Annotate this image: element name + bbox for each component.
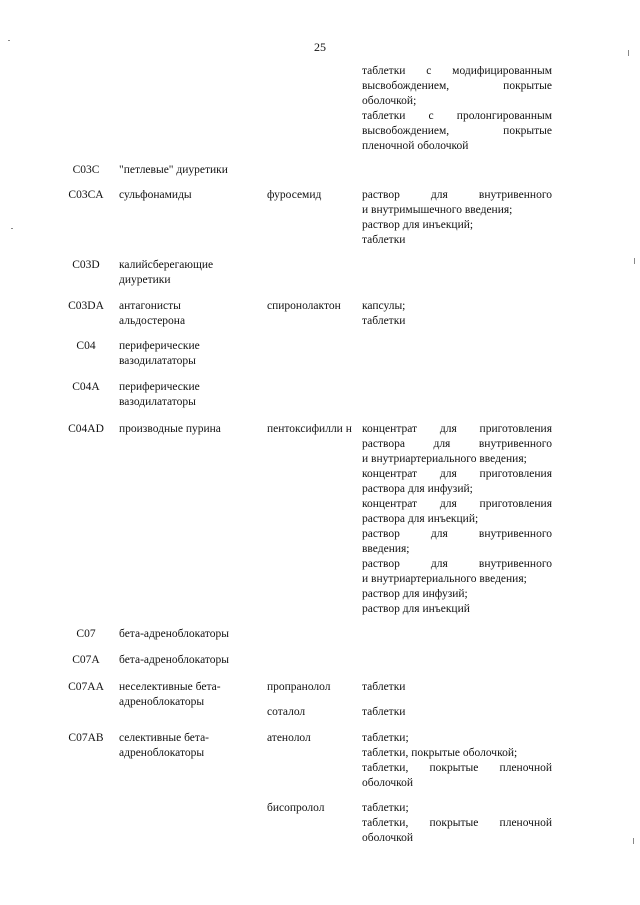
dosage-forms: [362, 801, 552, 846]
anatomical-group: [119, 680, 254, 710]
text-line: концентрат для приготовления: [362, 498, 552, 510]
scan-mark: [633, 838, 634, 844]
text-line: сульфонамиды: [119, 189, 192, 201]
text-line: таблетки, покрытые пленочной: [362, 762, 552, 774]
anatomical-group: [119, 339, 254, 369]
drug-name: фуросемид: [267, 189, 322, 201]
text-line: адреноблокаторы: [119, 696, 205, 708]
text-line: введения;: [362, 543, 410, 555]
text-line: раствор для инфузий;: [362, 588, 468, 600]
text-line: таблетки, покрытые пленочной: [362, 817, 552, 829]
text-line: таблетки;: [362, 732, 409, 744]
atc-code: C03C: [72, 164, 100, 176]
text-line: раствора для внутривенного: [362, 438, 552, 450]
text-line: периферические: [119, 340, 200, 352]
text-line: высвобождением, покрытые: [362, 80, 552, 92]
text-line: оболочкой;: [362, 95, 417, 107]
anatomical-group: [119, 653, 254, 668]
text-line: капсулы;: [362, 300, 406, 312]
text-line: раствора для инфузий;: [362, 483, 473, 495]
atc-code: C03D: [72, 259, 100, 271]
text-line: раствор для инъекций: [362, 603, 470, 615]
scan-mark: [8, 40, 10, 41]
text-line: таблетки;: [362, 802, 409, 814]
anatomical-group: [119, 188, 254, 203]
drug-name: спиронолактон: [267, 300, 341, 312]
text-line: таблетки: [362, 681, 406, 693]
text-line: калийсберегающие: [119, 259, 214, 271]
text-line: раствор для внутривенного: [362, 558, 552, 570]
text-line: "петлевые" диуретики: [119, 164, 228, 176]
text-line: таблетки: [362, 706, 406, 718]
text-line: концентрат для приготовления: [362, 423, 552, 435]
atc-code: C03CA: [68, 189, 104, 201]
anatomical-group: [119, 299, 254, 329]
text-line: вазодилататоры: [119, 396, 196, 408]
anatomical-group: [119, 422, 254, 437]
text-line: бета-адреноблокаторы: [119, 628, 229, 640]
dosage-forms: [362, 64, 552, 154]
dosage-forms: [362, 188, 552, 248]
anatomical-group: [119, 258, 254, 288]
text-line: раствор для инъекций;: [362, 219, 474, 231]
text-line: пленочной оболочкой: [362, 140, 469, 152]
text-line: концентрат для приготовления: [362, 468, 552, 480]
drug-name: бисопролол: [267, 802, 325, 814]
anatomical-group: [119, 731, 254, 761]
drug-name: пентоксифилли н: [267, 423, 352, 435]
scan-mark: [628, 50, 629, 56]
atc-code: C07A: [72, 654, 100, 666]
text-line: высвобождением, покрытые: [362, 125, 552, 137]
dosage-forms: [362, 705, 552, 720]
anatomical-group: [119, 627, 254, 642]
text-line: антагонисты: [119, 300, 181, 312]
atc-code: C04: [76, 340, 96, 352]
page-number: 25: [314, 40, 326, 54]
scan-mark: [11, 228, 13, 229]
dosage-forms: [362, 731, 552, 791]
text-line: альдостерона: [119, 315, 186, 327]
anatomical-group: [119, 380, 254, 410]
text-line: таблетки с модифицированным: [362, 65, 552, 77]
text-line: оболочкой: [362, 777, 414, 789]
text-line: адреноблокаторы: [119, 747, 205, 759]
dosage-forms: [362, 680, 552, 695]
text-line: селективные бета-: [119, 732, 210, 744]
text-line: и внутриартериального введения;: [362, 453, 527, 465]
atc-code: C07AA: [68, 681, 104, 693]
scan-mark: [634, 258, 635, 264]
text-line: и внутримышечного введения;: [362, 204, 513, 216]
text-line: вазодилататоры: [119, 355, 196, 367]
dosage-forms: [362, 422, 552, 617]
text-line: оболочкой: [362, 832, 414, 844]
text-line: раствор для внутривенного: [362, 528, 552, 540]
dosage-forms: [362, 299, 552, 329]
drug-name: атенолол: [267, 732, 311, 744]
text-line: диуретики: [119, 274, 171, 286]
text-line: неселективные бета-: [119, 681, 221, 693]
anatomical-group: [119, 163, 254, 178]
atc-code: C07: [76, 628, 96, 640]
drug-name: соталол: [267, 706, 306, 718]
atc-code: C04A: [72, 381, 100, 393]
atc-code: C04AD: [68, 423, 104, 435]
text-line: и внутриартериального введения;: [362, 573, 527, 585]
text-line: таблетки с пролонгированным: [362, 110, 552, 122]
text-line: периферические: [119, 381, 200, 393]
text-line: раствора для инъекций;: [362, 513, 479, 525]
text-line: производные пурина: [119, 423, 221, 435]
text-line: таблетки: [362, 234, 406, 246]
text-line: таблетки, покрытые оболочкой;: [362, 747, 518, 759]
atc-code: C07AB: [68, 732, 104, 744]
text-line: раствор для внутривенного: [362, 189, 552, 201]
drug-name: пропранолол: [267, 681, 331, 693]
atc-code: C03DA: [68, 300, 104, 312]
text-line: бета-адреноблокаторы: [119, 654, 229, 666]
text-line: таблетки: [362, 315, 406, 327]
